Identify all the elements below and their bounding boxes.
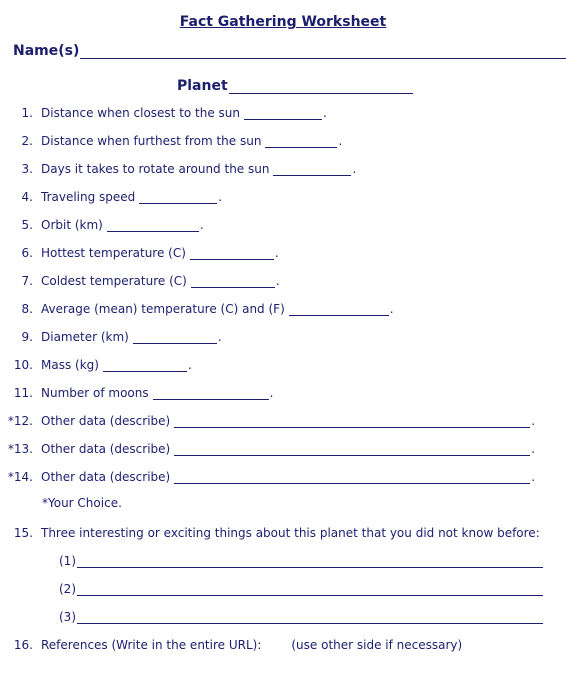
item-label: Distance when furthest from the sun <box>41 134 262 148</box>
answer-blank[interactable] <box>273 164 351 176</box>
item-number: *14. <box>7 470 33 484</box>
item-label: Other data (describe) <box>41 470 171 484</box>
answer-blank[interactable] <box>103 360 187 372</box>
item-number: *13. <box>7 442 33 456</box>
item-number: 4. <box>21 190 33 204</box>
planet-label: Planet <box>177 78 228 94</box>
answer-blank[interactable] <box>244 108 322 120</box>
period: . <box>389 302 394 316</box>
period: . <box>323 106 327 120</box>
answer-blank[interactable] <box>77 584 543 596</box>
item-label: Average (mean) temperature (C) and (F) <box>41 302 285 316</box>
period: . <box>338 134 343 148</box>
answer-blank[interactable] <box>265 136 337 148</box>
fact-item <box>0 104 327 120</box>
fact-item <box>0 244 279 260</box>
answer-blank[interactable] <box>77 612 543 624</box>
answer-blank[interactable] <box>107 220 199 232</box>
answer-blank[interactable] <box>174 472 530 484</box>
fact-item <box>0 132 342 148</box>
item-label: Diameter (km) <box>41 330 129 344</box>
item-number: *12. <box>7 414 33 428</box>
item-label: Distance when closest to the sun <box>41 106 241 120</box>
period: . <box>531 442 536 456</box>
names-blank[interactable] <box>80 46 566 59</box>
answer-blank[interactable] <box>191 276 275 288</box>
item-label: Number of moons <box>41 386 149 400</box>
question-15 <box>0 524 540 540</box>
item-number: 7. <box>21 274 33 288</box>
fact-item <box>0 188 222 204</box>
fact-item <box>0 216 204 232</box>
item-number: 3. <box>21 162 33 176</box>
names-label: Name(s) <box>13 43 80 59</box>
period: . <box>274 246 279 260</box>
item-number: 8. <box>21 302 33 316</box>
item-label: Traveling speed <box>41 190 136 204</box>
item-label: Other data (describe) <box>41 414 171 428</box>
period: . <box>199 218 204 232</box>
item-number: 10. <box>13 358 33 372</box>
your-choice-note: *Your Choice. <box>42 496 122 510</box>
fact-item <box>0 300 394 316</box>
item-label: Days it takes to rotate around the sun <box>41 162 270 176</box>
planet-field[interactable] <box>177 78 413 94</box>
fact-item <box>0 272 280 288</box>
fact-item <box>0 160 356 176</box>
period: . <box>218 190 223 204</box>
item-label: Other data (describe) <box>41 442 171 456</box>
answer-blank[interactable] <box>190 248 274 260</box>
question-note: (use other side if necessary) <box>291 638 463 652</box>
interesting-fact-1[interactable] <box>59 552 543 568</box>
answer-blank[interactable] <box>174 416 530 428</box>
period: . <box>187 358 192 372</box>
item-number: 2. <box>21 134 33 148</box>
sub-label: (2) <box>59 582 76 596</box>
period: . <box>531 470 536 484</box>
interesting-fact-3[interactable] <box>59 608 543 624</box>
item-number: 9. <box>21 330 33 344</box>
question-label: Three interesting or exciting things about this planet that you did not know before: <box>41 526 540 540</box>
names-field[interactable] <box>13 43 566 59</box>
answer-blank[interactable] <box>139 192 217 204</box>
item-label: Orbit (km) <box>41 218 103 232</box>
period: . <box>531 414 536 428</box>
answer-blank[interactable] <box>153 388 269 400</box>
sub-label: (1) <box>59 554 76 568</box>
answer-blank[interactable] <box>133 332 217 344</box>
fact-item <box>0 412 535 428</box>
item-number: 1. <box>21 106 33 120</box>
fact-item <box>0 328 222 344</box>
question-number: 16. <box>13 638 33 652</box>
fact-item <box>0 384 273 400</box>
worksheet-title: Fact Gathering Worksheet <box>179 14 387 30</box>
answer-blank[interactable] <box>77 556 543 568</box>
item-label: Mass (kg) <box>41 358 99 372</box>
period: . <box>269 386 274 400</box>
item-number: 6. <box>21 246 33 260</box>
question-number: 15. <box>13 526 33 540</box>
planet-blank[interactable] <box>229 81 413 94</box>
item-number: 11. <box>13 386 33 400</box>
answer-blank[interactable] <box>174 444 530 456</box>
item-label: Hottest temperature (C) <box>41 246 186 260</box>
period: . <box>217 330 222 344</box>
fact-item <box>0 440 535 456</box>
item-number: 5. <box>21 218 33 232</box>
sub-label: (3) <box>59 610 76 624</box>
question-label: References (Write in the entire URL): <box>41 638 262 652</box>
fact-item <box>0 356 192 372</box>
fact-item <box>0 468 535 484</box>
period: . <box>352 162 357 176</box>
question-16 <box>0 636 462 652</box>
interesting-fact-2[interactable] <box>59 580 543 596</box>
item-label: Coldest temperature (C) <box>41 274 187 288</box>
period: . <box>275 274 280 288</box>
answer-blank[interactable] <box>289 304 389 316</box>
